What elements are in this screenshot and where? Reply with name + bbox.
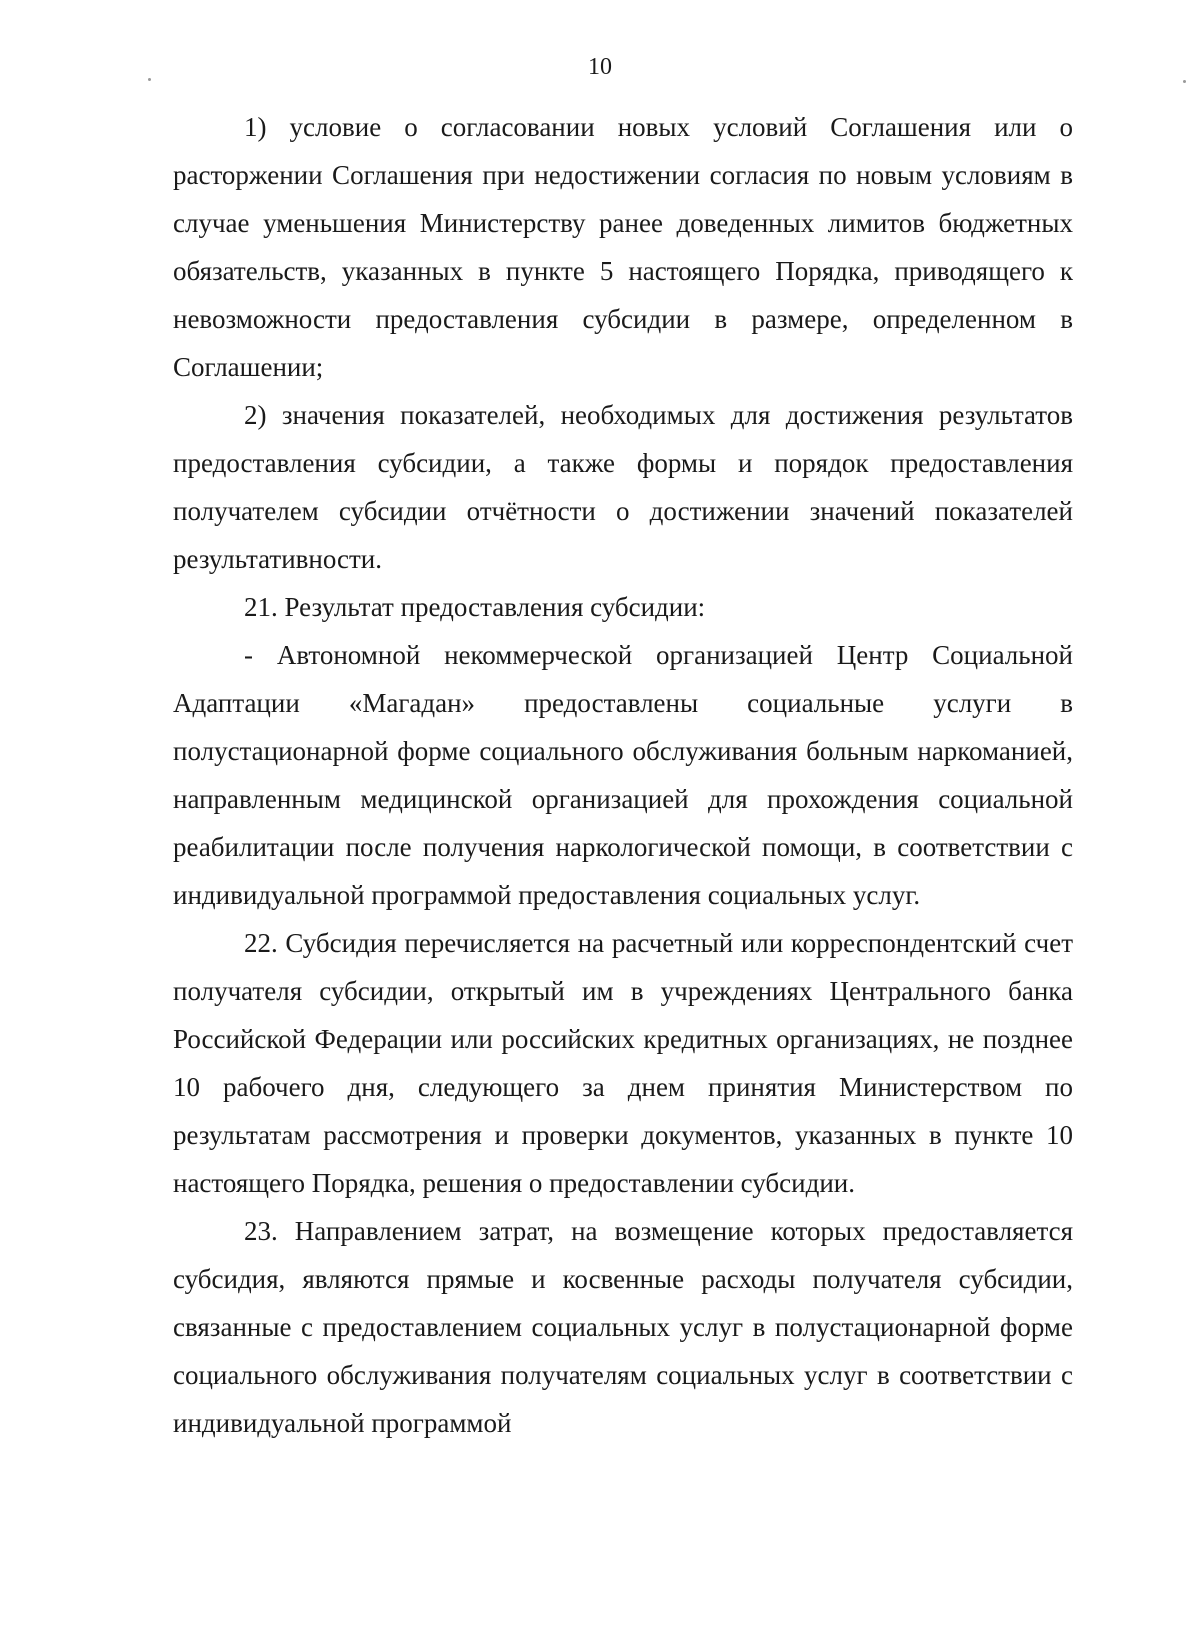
page-number: 10 [588, 54, 612, 80]
paragraph-item-2: 2) значения показателей, необходимых для достижения результатов предоставления субсидии, а также формы и порядок предоставления получателем субсидии отчётности о достижении значений показателей результативности. [173, 400, 1073, 574]
paragraph-item-1: 1) условие о согласовании новых условий Соглашения или о расторжении Соглашения при недостижении согласия по новым условиям в случае уменьшения Министерству ранее доведенных лимитов бюджетных обязательств, указанных в пункте 5 настоящего Порядка, приводящего к невозможности предоставления субсидии в размере, определенном в Соглашении; [173, 112, 1073, 382]
paragraph-clause-22: 22. Субсидия перечисляется на расчетный или корреспондентский счет получателя субсидии, открытый им в учреждениях Центрального банка Российской Федерации или российских кредитных организациях, не позднее 10 рабочего дня, следующего за днем принятия Министерством по результатам рассмотрения и проверки документов, указанных в пункте 10 настоящего Порядка, решения о предоставлении субсидии. [173, 928, 1073, 1198]
document-body [173, 103, 1073, 1447]
paragraph-clause-21: 21. Результат предоставления субсидии: [244, 592, 706, 622]
paragraph-clause-23: 23. Направлением затрат, на возмещение которых предоставляется субсидия, являются прямые и косвенные расходы получателя субсидии, связанные с предоставлением социальных услуг в полустационарной форме социального обслуживания получателям социальных услуг в соответствии с индивидуальной программой [173, 1216, 1073, 1438]
paragraph-result-bullet: - Автономной некоммерческой организацией Центр Социальной Адаптации «Магадан» предоставлены социальные услуги в полустационарной форме социального обслуживания больным наркоманией, направленным медицинской организацией для прохождения социальной реабилитации после получения наркологической помощи, в соответствии с индивидуальной программой предоставления социальных услуг. [173, 640, 1073, 910]
